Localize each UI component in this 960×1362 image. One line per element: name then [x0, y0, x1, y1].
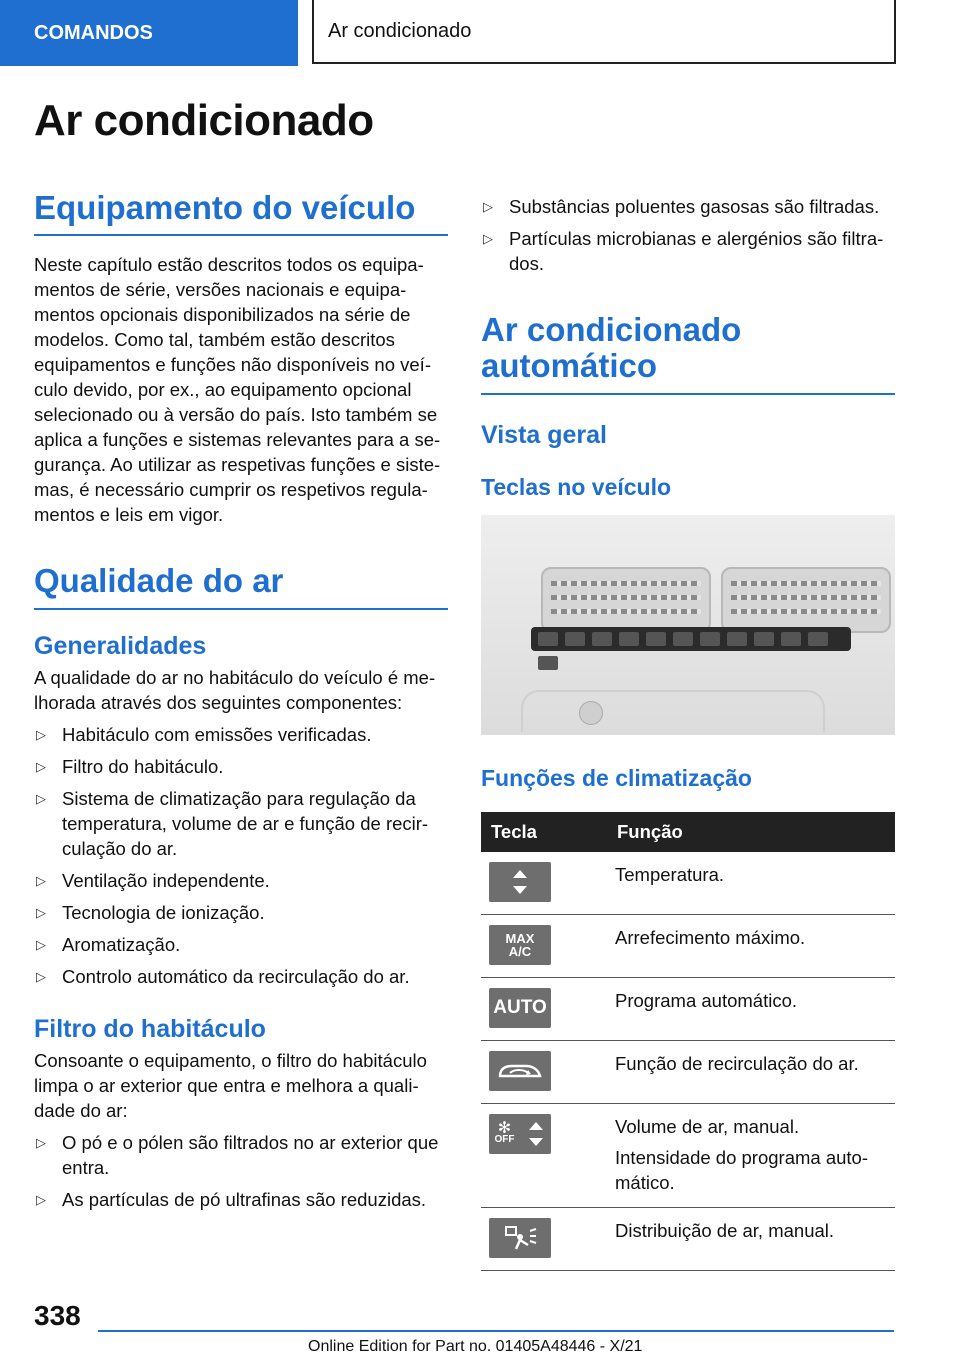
equipment-text: Neste capítulo estão descritos todos os equipamentos de série, versões nacionais e equipamentos opcionais disponibilizados na série de modelos. Como tal, também estão descritos equipamentos e funções não disponíveis no veículo devido, por ex., ao equipamento opcional selecionado ou à versão do país. Isto também se aplica a funções e sistemas relevantes para a segurança. Ao utilizar as respetivas funções e sistemas, é necessário cumprir os respetivos regulamentos e leis em vigor.	[34, 254, 441, 526]
climate-functions-heading: Funções de climatização	[481, 764, 752, 791]
filter-heading: Filtro do habitáculo	[34, 1014, 266, 1043]
list-item: ▷ Partículas microbianas e alergénios são filtrados.	[483, 228, 884, 274]
list-item: ▷ Filtro do habitáculo.	[36, 755, 224, 777]
list-item: ▷ Habitáculo com emissões verificadas.	[36, 723, 372, 745]
triangle-bullet-icon: ▷	[36, 758, 46, 774]
temperature-updown-icon	[489, 862, 551, 902]
air-distribution-icon	[489, 1218, 551, 1258]
table-row: ✻ OFF Volume de ar, manual. Intensidade do programa automático.	[481, 1103, 895, 1207]
column-header-key: Tecla	[481, 812, 607, 852]
volume-knob	[579, 701, 603, 725]
page-header	[0, 0, 960, 66]
list-item: ▷ Substâncias poluentes gasosas são filtradas.	[483, 196, 880, 217]
filter-list	[34, 1130, 448, 1212]
chapter-tab: Ar condicionado	[312, 0, 896, 64]
control-panel-photo	[481, 515, 895, 735]
list-item: ▷ O pó e o pólen são filtrados no ar exterior que entra.	[36, 1131, 439, 1178]
footer-divider	[98, 1330, 894, 1332]
table-row: Temperatura.	[481, 852, 895, 915]
list-item: ▷ Tecnologia de ionização.	[36, 901, 265, 923]
list-item: ▷ As partículas de pó ultrafinas são reduzidas.	[36, 1188, 427, 1210]
column-header-function: Função	[607, 812, 895, 852]
general-heading: Generalidades	[34, 631, 207, 660]
general-text: A qualidade do ar no habitáculo do veículo é melhorada através dos seguintes componentes:	[34, 666, 436, 713]
triangle-bullet-icon: ▷	[36, 790, 46, 806]
table-row: Função de recirculação do ar.	[481, 1040, 895, 1103]
table-row: AUTO Programa automático.	[481, 977, 895, 1040]
table-row: MAX A/C Arrefecimento máximo.	[481, 914, 895, 977]
vehicle-keys-heading: Teclas no veículo	[481, 473, 672, 500]
triangle-bullet-icon: ▷	[36, 872, 46, 888]
edition-note: Online Edition for Part no. 01405A48446 - X/21	[308, 1338, 643, 1355]
max-ac-icon: MAX A/C	[489, 925, 551, 965]
climate-control-strip	[531, 627, 851, 651]
air-vent-left	[541, 567, 711, 633]
list-item: ▷ Controlo automático da recirculação do ar.	[36, 965, 410, 987]
air-vent-right	[721, 567, 891, 633]
triangle-bullet-icon: ▷	[36, 1134, 46, 1150]
page-number: 338	[34, 1300, 81, 1331]
climate-functions-table	[481, 812, 895, 1271]
triangle-bullet-icon: ▷	[36, 1191, 46, 1207]
page-title: Ar condicionado	[34, 96, 374, 145]
triangle-bullet-icon: ▷	[483, 199, 493, 214]
triangle-bullet-icon: ▷	[483, 231, 493, 246]
filter-text: Consoante o equipamento, o filtro do habitáculo limpa o ar exterior que entra e melhora a qualidade do ar:	[34, 1049, 427, 1121]
air-quality-heading: Qualidade do ar	[34, 563, 448, 609]
list-item: ▷ Ventilação independente.	[36, 869, 270, 891]
triangle-bullet-icon: ▷	[36, 904, 46, 920]
section-tab: COMANDOS	[0, 0, 298, 66]
list-item: ▷ Sistema de climatização para regulação da temperatura, volume de ar e função de recirculação do ar.	[36, 787, 429, 859]
triangle-bullet-icon: ▷	[36, 968, 46, 984]
triangle-bullet-icon: ▷	[36, 936, 46, 952]
equipment-heading: Equipamento do veículo	[34, 190, 448, 236]
left-column	[34, 190, 448, 1212]
auto-icon: AUTO	[489, 988, 551, 1028]
filter-list-continued	[481, 194, 895, 276]
general-list	[34, 722, 448, 989]
table-row: Distribuição de ar, manual.	[481, 1207, 895, 1270]
recirculation-icon	[489, 1051, 551, 1091]
list-item: ▷ Aromatização.	[36, 933, 181, 955]
right-column	[481, 194, 895, 1271]
overview-heading: Vista geral	[481, 420, 608, 449]
fan-off-icon: ✻ OFF	[489, 1114, 551, 1154]
triangle-bullet-icon: ▷	[36, 726, 46, 742]
auto-ac-heading: Ar condicionado automático	[481, 312, 895, 395]
